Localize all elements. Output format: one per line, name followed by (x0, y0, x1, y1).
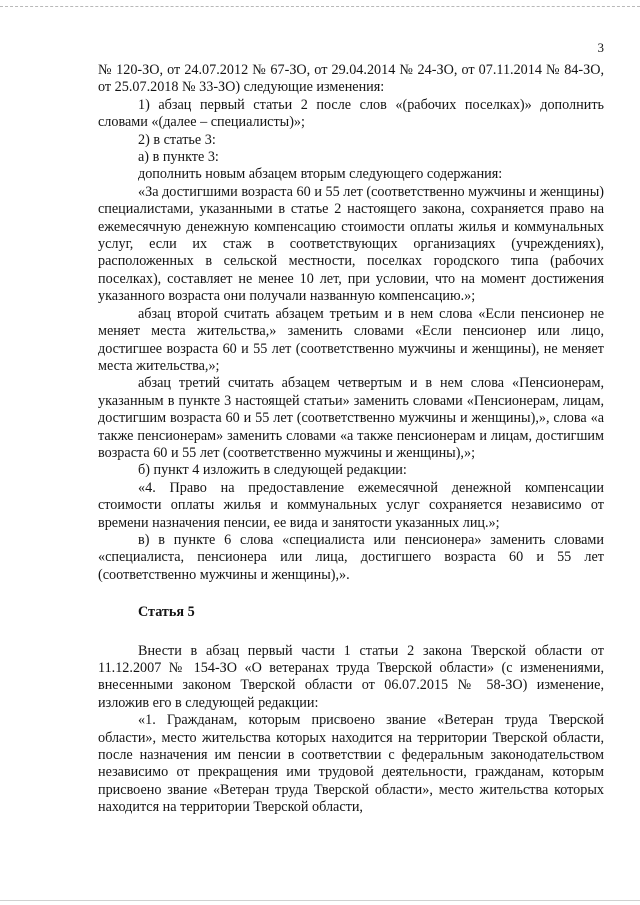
paragraph: а) в пункте 3: (138, 149, 219, 166)
paragraph: 1) абзац первый статьи 2 после слов «(рабочих поселках)» дополнить словами «(далее – специалисты)»; (98, 96, 604, 131)
paragraph: б) пункт 4 изложить в следующей редакции: (138, 462, 407, 479)
paragraph: «За достигшими возраста 60 и 55 лет (соответственно мужчины и женщины) специалистами, указанными в статье 2 настоящего закона, сохраняется право на ежемесячную денежную компенсацию стоимости оплаты жилья и коммунальных услуг, если их стаж в соответствующих организациях (учреждениях), расположенных в сельской местности, поселках городского типа (рабочих поселках), составляет не менее 10 лет, при условии, что на момент достижения указанного возраста они получали названную компенсацию.»; (98, 183, 604, 305)
paragraph: «1. Гражданам, которым присвоено звание «Ветеран труда Тверской области», место жительства которых находится на территории Тверской области, после назначения им пенсии в соответствии с федеральным законодательством независимо от прекращения ими трудовой деятельности, гражданам, которым присвоено звание «Ветеран труда Тверской области», место жительства которых находится на территории Тверской области, (98, 712, 604, 816)
article-heading: Статья 5 (138, 604, 195, 621)
paragraph: Внести в абзац первый части 1 статьи 2 закона Тверской области от 11.12.2007 № 154-ЗО «О ветеранах труда Тверской области» (с изменениями, внесенными законом Тверской области от 06.07.2015 № 58-ЗО) изменение, изложив его в следующей редакции: (98, 642, 604, 711)
article-4-amendments (98, 62, 604, 584)
paragraph: № 120-ЗО, от 24.07.2012 № 67-ЗО, от 29.04.2014 № 24-ЗО, от 07.11.2014 № 84-ЗО, от 25.07.2018 № 33-ЗО) следующие изменения: (98, 62, 604, 96)
article-5-text (98, 643, 604, 817)
scan-edge-bottom (0, 900, 640, 901)
paragraph: в) в пункте 6 слова «специалиста или пенсионера» заменить словами «специалиста, пенсионера или лица, достигшего возраста 60 и 55 лет (соответственно мужчины и женщины),». (98, 531, 604, 583)
paragraph: дополнить новым абзацем вторым следующего содержания: (138, 166, 503, 183)
page-number: 3 (597, 40, 604, 55)
scan-edge-top (0, 6, 640, 7)
paragraph: абзац третий считать абзацем четвертым и в нем слова «Пенсионерам, указанным в пункте 3 настоящей статьи» заменить словами «Пенсионерам, лицам, достигшим возраста 60 и 55 лет (соответственно мужчины и женщины),», слова «а также пенсионерам» заменить словами «а также пенсионерам и лицам, достигшим возраста 60 и 55 лет (соответственно мужчины и женщины),»; (98, 375, 604, 461)
paragraph: «4. Право на предоставление ежемесячной денежной компенсации стоимости оплаты жилья и коммунальных услуг сохраняется независимо от времени назначения пенсии, ее вида и занятости указанных лиц.»; (98, 479, 604, 531)
document-body (98, 62, 604, 817)
paragraph: 2) в статье 3: (138, 131, 216, 148)
paragraph: абзац второй считать абзацем третьим и в нем слова «Если пенсионер не меняет места жительства,» заменить словами «Если пенсионер или лицо, достигшее возраста 60 и 55 лет (соответственно мужчины и женщины), не меняет места жительства,»; (98, 305, 604, 374)
